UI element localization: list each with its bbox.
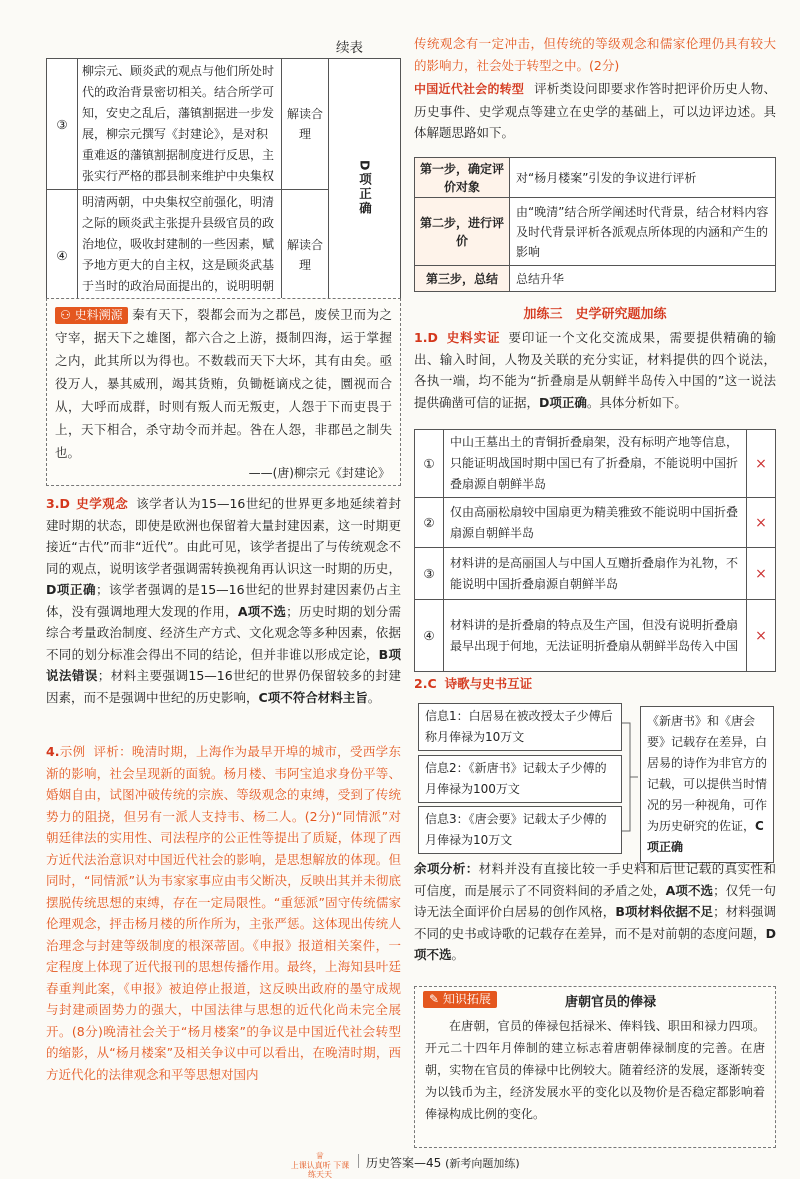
row-num: ① [415, 430, 444, 498]
q1-tag: 史料实证 [445, 330, 501, 345]
q1-tail: 。具体分析如下。 [586, 394, 687, 410]
q4-number: 4. [46, 744, 60, 759]
row-content: 中山王墓出土的青铜折叠扇架，没有标明产地等信息，只能证明战国时期中国已有了折叠扇，不能说明中国折叠扇源自朝鲜半岛 [444, 430, 747, 498]
q3-tag: 史学观念 [75, 496, 129, 511]
q4-label: 示例 [59, 744, 86, 759]
q3-text: 该学者认为15—16世纪的世界更多地延续着封建时期的状态，即使是欧洲也保留着大量封建因素，这一时期更接近“古代”而非“近代”。由此可见，该学者提出了与传统观念不同的观点，说明该学者强调需转换视角再认识这一时期的历史， [46, 496, 401, 576]
conclusion-answer: C项正确 [647, 819, 764, 854]
row-content: 材料讲的是高丽国人与中国人互赠折叠扇作为礼物，不能说明中国折叠扇源自朝鲜半岛 [444, 548, 747, 600]
step-content: 总结升华 [510, 266, 776, 292]
other-options [414, 858, 776, 966]
row-num: ③ [47, 59, 78, 190]
q3-answer-b: B项说法错误 [46, 646, 401, 683]
q3-text: ；材料主要强调15—16世纪的世界仍保留较多的封建因素，而不是强调中世纪的历史影响， [46, 668, 401, 705]
wrong-mark-icon: × [747, 548, 776, 600]
info-conclusion [640, 706, 774, 863]
page-label: 历史答案—45 [366, 1156, 442, 1170]
other-text: 材料并没有直接比较一手史料和后世记载的真实性和可信度，而是展示了不同资料间的矛盾之处， [414, 861, 776, 898]
row-num: ④ [47, 190, 78, 321]
other-text: ；材料强调不同的史书或诗歌的记载存在差异，而不是对前朝的态度问题， [414, 904, 776, 941]
section-title: 加练三 史学研究题加练 [523, 307, 667, 322]
source-citation: ——(唐)柳宗元《封建论》 [248, 466, 390, 480]
conclusion-text: 《新唐书》和《唐会要》记载存在差异，白居易的诗作为非官方的记载，可以提供当时情况的另一种视角，可作为历史研究的佐证， [647, 714, 768, 833]
q1-number: 1.D [414, 330, 438, 345]
person-icon: ⚇ [60, 308, 71, 322]
table-row [415, 266, 776, 292]
q2-tag: 诗歌与史书互证 [444, 676, 533, 691]
step-label: 第一步，确定评价对象 [415, 158, 510, 198]
table-row [415, 198, 776, 266]
info-box-3: 信息3：《唐会要》记载太子少傅的月俸禄为10万文 [418, 806, 622, 854]
q3-answer-a: A项不选 [237, 603, 287, 619]
row-num: ② [415, 498, 444, 548]
merged-result: D项正确 [357, 160, 373, 216]
knowledge-box [414, 986, 776, 1148]
row-content: 材料讲的是折叠扇的特点及生产国，但没有说明折叠扇最早出现于何地，无法证明折叠扇从朝鲜半岛传入中国 [444, 600, 747, 672]
row-content: 柳宗元、顾炎武的观点与他们所处时代的政治背景密切相关。结合所学可知，安史之乱后，藩镇割据进一步发展，柳宗元撰写《封建论》，是对积重难返的藩镇割据制度进行反思，主张实行严格的郡县制来维护中央集权 [78, 59, 282, 190]
brand-logo: ♕ 上课认真听 下课练天天 [290, 1151, 350, 1179]
step-label: 第三步，总结 [415, 266, 510, 292]
table-row [415, 498, 776, 548]
trophy-icon: ♕ [315, 1151, 325, 1162]
knowledge-tag: ✎ 知识拓展 [423, 991, 497, 1008]
wrong-mark-icon: × [747, 498, 776, 548]
q3-number: 3.D [46, 496, 70, 511]
q2-number: 2.C [414, 676, 437, 691]
q4-text: 评析：晚清时期，上海作为最早开埠的城市，受西学东渐的影响，社会呈现新的面貌。杨月楼、韦阿宝追求身份平等、婚姻自由，试图冲破传统的宗族、等级观念的束缚，受到了传统势力的阻挠，但另有一派人支持韦、杨二人。(2分)“同情派”对朝廷律法的实用性、司法程序的公正性等提出了质疑，体现了西方近代法治意识对中国近代社会的影响，是思想解放的体现。但同时，“同情派”认为韦家家事应由韦父断决，反映出其并未彻底摆脱传统思想的束缚，存在一定局限性。“重惩派”固守传统儒家伦理观念，抨击杨月楼的所作所为，主张严惩。这体现出传统人治理念与封建等级制度的根深蒂固。《申报》报道相关案件，一定程度上体现了近代报刊的思想传播作用。最终，上海知县叶廷春重判此案，《申报》被迫停止报道，这反映出政府的墨守成规与封建顽固势力的强大，中国法律与思想的近代化尚未完全展开。(8分)晚清社会关于“杨月楼案”的争议是中国近代社会转型的缩影，从“杨月楼案”及相关争议中可以看出，在晚清时期，西方近代化的法律观念和平等思想对国内 [46, 744, 401, 1082]
table-row [415, 600, 776, 672]
question-1 [414, 327, 776, 413]
other-answer-a: A项不选 [665, 882, 714, 898]
source-text: 秦有天下，裂都会而为之郡邑，废侯卫而为之守宰，据天下之雄图，都六合之上游，摄制四海，运于掌握之内，此其所以为得也。不数载而天下大坏，其有由矣。亟役万人，暴其威刑，竭其货贿，负锄梃谪戍之徒，圜视而合从，大呼而成群，时则有叛人而无叛吏，人怨于下而吏畏于上，天下相合，杀守劫令而并起。咎在人怨，非郡邑之制失也。 [55, 307, 392, 460]
footer [0, 1150, 800, 1179]
wrong-mark-icon: × [747, 600, 776, 672]
q3-answer-c: C项不符合材料主旨 [258, 689, 368, 705]
transition-note [414, 78, 776, 144]
question-4 [46, 741, 401, 1085]
other-text: ；仅凭一句诗无法全面评价白居易的创作风格， [414, 882, 776, 919]
q3-answer-d: D项正确 [46, 582, 97, 597]
table-row [415, 158, 776, 198]
step-content: 由“晚清”结合所学阐述时代背景，结合材料内容及时代背景评析各派观点所体现的内涵和产生的影响 [510, 198, 776, 266]
table-row [415, 430, 776, 498]
q3-text: ；历史时期的划分需综合考量政治制度、经济生产方式、文化观念等多种因素，依据不同的划分标准会得出不同的结论，但并非谁以形成定论， [46, 603, 401, 662]
q3-text: 。 [367, 689, 381, 705]
other-label: 余项分析： [414, 861, 479, 876]
question-3 [46, 493, 401, 708]
row-num: ④ [415, 600, 444, 672]
page-note: (新考向题加练) [445, 1157, 520, 1170]
q1-answer: D项正确 [539, 394, 587, 410]
q1-table [414, 429, 776, 672]
source-tag: ⚇ 史料溯源 [55, 307, 128, 324]
continued-label: 续表 [336, 40, 363, 56]
other-answer-d: D项不选 [414, 925, 776, 962]
source-box [46, 298, 401, 486]
knowledge-text: 在唐朝，官员的俸禄包括禄米、俸料钱、职田和禄力四项。开元二十四年月俸制的建立标志着唐朝俸禄制度的完善。在唐朝，实物在官员的俸禄中比例较大。随着经济的发展，逐渐转变为以钱币为主，经济发展水平的变化以及物价是否稳定都影响着俸禄构成比例的变化。 [425, 1019, 765, 1121]
transition-tag: 中国近代社会的转型 [414, 82, 525, 96]
q1-text: 要印证一个文化交流成果，需要提供精确的输出、输入时间，人物及关联的充分实证，材料提供的四个说法，各执一端，均不能为“折叠扇是从朝鲜半岛传入中国的”这一说法提供确凿可信的证据， [414, 330, 776, 410]
row-content: 明清两朝，中央集权空前强化，明清之际的顾炎武主张提升县级官员的政治地位，吸收封建制的一些因素，赋予地方更大的自主权，这是顾炎武基于当时的政治局面提出的，说明明朝 [78, 190, 282, 321]
transition-text: 评析类设问即要求作答时把评价历史人物、历史事件、史学观点等建立在史学的基础上，可以边评边述。具体解题思路如下。 [414, 81, 776, 140]
row-method: 解读合理 [282, 190, 329, 321]
analysis-table [46, 58, 401, 321]
info-box-1: 信息1：白居易在被改授太子少傅后称月俸禄为10万文 [418, 703, 622, 751]
knowledge-title: 唐朝官员的俸禄 [565, 995, 657, 1010]
steps-table [414, 157, 776, 292]
other-answer-b: B项材料依据不足 [615, 904, 714, 919]
pencil-icon: ✎ [429, 992, 440, 1006]
step-label: 第二步，进行评价 [415, 198, 510, 266]
q4-continuation: 传统观念有一定冲击，但传统的等级观念和儒家伦理仍具有较大的影响力，社会处于转型之中。(2分) [414, 36, 776, 73]
row-content: 仅由高丽松扇较中国扇更为精美雅致不能说明中国折叠扇源自朝鲜半岛 [444, 498, 747, 548]
row-method: 解读合理 [282, 59, 329, 190]
other-text: 。 [451, 947, 465, 962]
table-row [415, 548, 776, 600]
wrong-mark-icon: × [747, 430, 776, 498]
row-num: ③ [415, 548, 444, 600]
q3-text: ；该学者强调的是15—16世纪的世界封建因素仍占主体，没有强调地理大发现的作用， [46, 582, 401, 619]
step-content: 对“杨月楼案”引发的争议进行评析 [510, 158, 776, 198]
question-2-header [414, 673, 776, 695]
info-box-2: 信息2：《新唐书》记载太子少傅的月俸禄为100万文 [418, 755, 622, 803]
bracket-connector [620, 703, 640, 853]
table-row [47, 59, 401, 190]
